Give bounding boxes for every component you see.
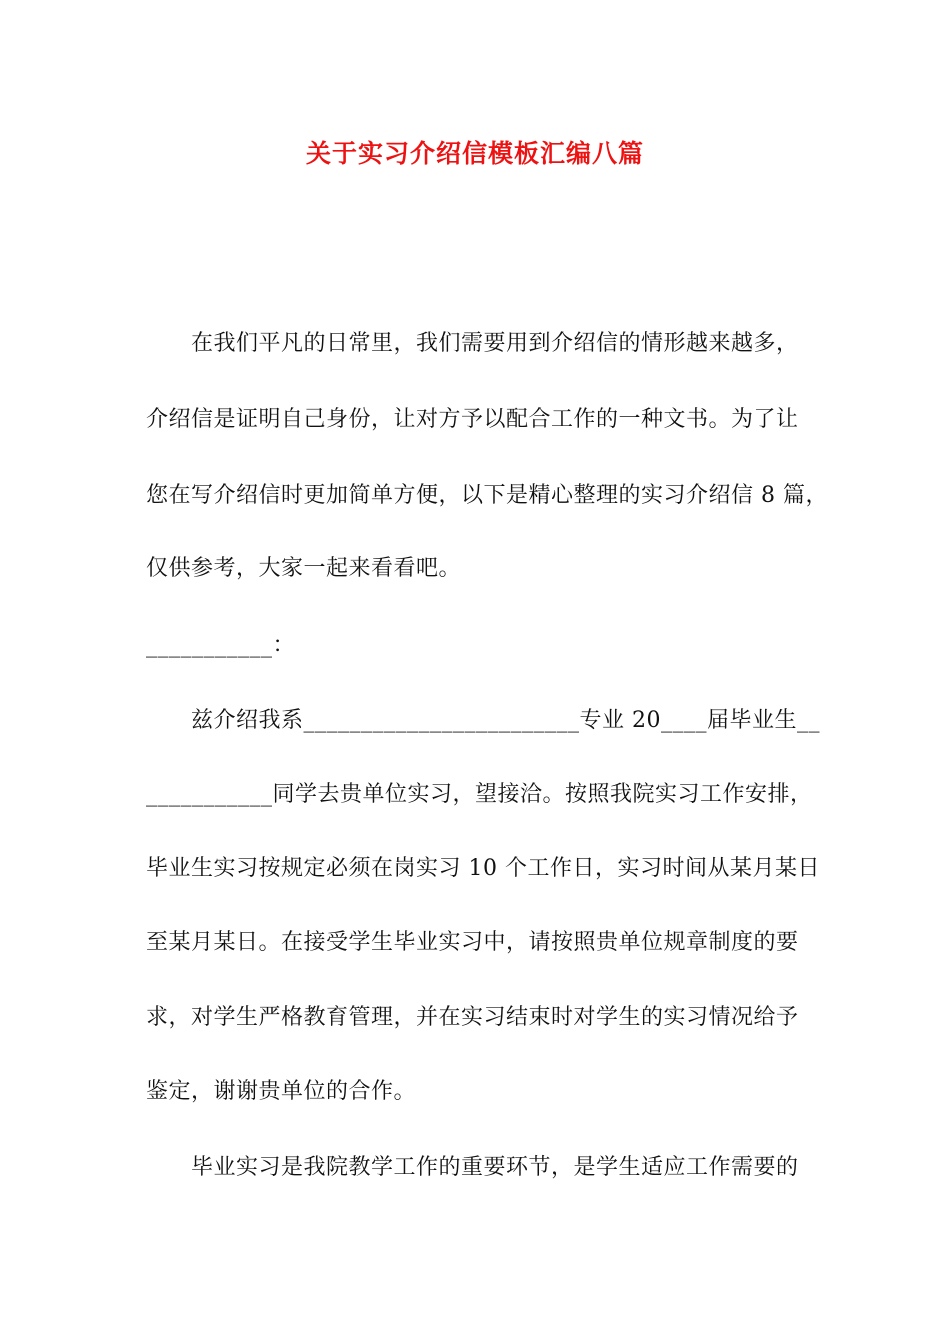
paragraph-line: 求，对学生严格教育管理，并在实习结束时对学生的实习情况给予 (146, 1005, 799, 1030)
paragraph-line: 在我们平凡的日常里，我们需要用到介绍信的情形越来越多， (191, 331, 799, 356)
paragraph-line: 兹介绍我系________________________专业 20____届毕业生__ (191, 708, 820, 733)
paragraph-line: 毕业生实习按规定必须在岗实习 10 个工作日，实习时间从某月某日 (146, 856, 820, 881)
document-title: 关于实习介绍信模板汇编八篇 (305, 139, 644, 168)
paragraph-line: 毕业实习是我院教学工作的重要环节，是学生适应工作需要的 (191, 1155, 799, 1180)
paragraph-line: 您在写介绍信时更加简单方便，以下是精心整理的实习介绍信 8 篇， (146, 483, 828, 508)
paragraph-line: 鉴定，谢谢贵单位的合作。 (146, 1079, 417, 1104)
paragraph-line: 介绍信是证明自己身份，让对方予以配合工作的一种文书。为了让 (146, 407, 799, 432)
salutation-line: ___________： (146, 633, 296, 658)
paragraph-line: 仅供参考，大家一起来看看吧。 (146, 556, 462, 581)
paragraph-line: ___________同学去贵单位实习，望接洽。按照我院实习工作安排， (146, 782, 813, 807)
paragraph-line: 至某月某日。在接受学生毕业实习中，请按照贵单位规章制度的要 (146, 930, 799, 955)
